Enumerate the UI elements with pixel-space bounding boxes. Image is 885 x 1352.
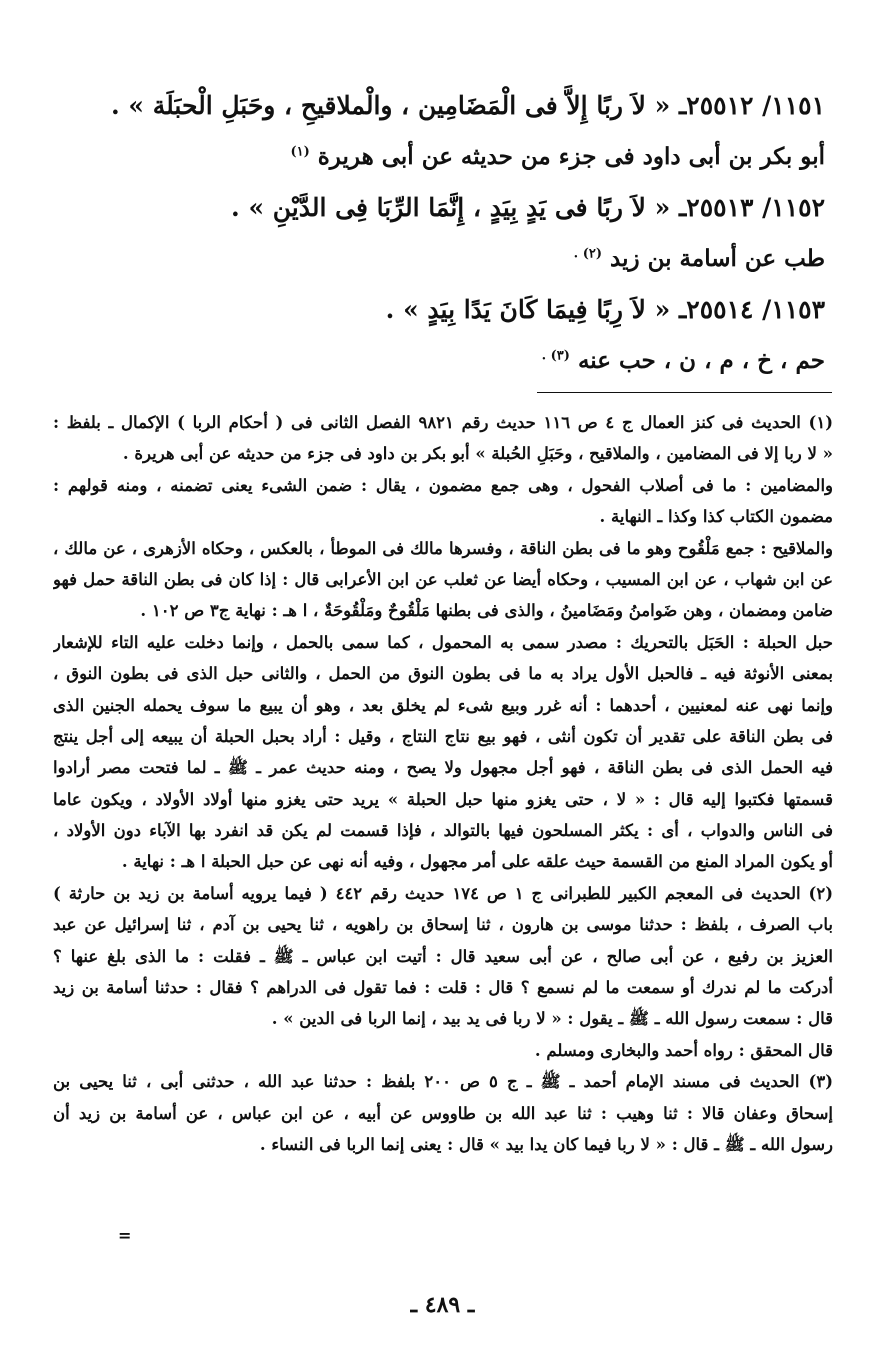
footnote-line: عن ابن شهاب ، عن ابن المسيب ، وحكاه أيضا عن ثعلب عن ابن الأعرابى قال : إذا كان فى بطن الناقة حمل فهو <box>53 569 833 589</box>
footnote-line: قال : سمعت رسول الله ـ ﷺ ـ يقول : « لا ربا فى يد بيد ، إنما الربا فى الدين » . <box>271 1009 833 1029</box>
source-text: طب عن أسامة بن زيد <box>610 245 825 272</box>
footnote-line: العزيز بن رفيع ، عن أبى صالح ، عن أبى سعيد قال : أتيت ابن عباس ـ ﷺ ـ فقلت : ما الذى بلغ عنها ؟ <box>53 946 833 966</box>
footnote-line: قال المحقق : رواه أحمد والبخارى ومسلم . <box>534 1040 833 1060</box>
footnote-ref: (٢) . <box>573 246 603 262</box>
footnote-line: أدركت ما لم ندرك أو سمعت ما لم نسمع ؟ قال : قلت : فما تقول فى الدراهم ؟ فقال : حدثنا أسامة بن زيد <box>53 978 833 998</box>
footnote-line: وإنما نهى عنه لمعنيين ، أحدهما : أنه غرر وبيع شىء لم يخلق بعد ، وهو أن يبيع ما سوف يحمله الجنين الذى <box>53 695 833 715</box>
page-number: ـ ٤٨٩ ـ <box>410 1292 475 1318</box>
main-text <box>55 80 825 386</box>
footnote-line: فى بطن الناقة على تقدير أن تكون أنثى ، فهو بيع نتاج النتاج ، وقيل : أراد بحبل الحبلة أن يبيعه إلى أجل ينتج <box>53 726 833 746</box>
source-text: أبو بكر بن أبى داود فى جزء من حديثه عن أبى هريرة <box>317 143 825 170</box>
footnote-line: أو يكون المراد المنع من القسمة حيث علقه على أمر مجهول ، وفيه أنه نهى عن حبل الحبلة ا هـ : نهاية . <box>121 852 833 872</box>
footnote-separator <box>537 392 832 393</box>
footnote-line: ضامن ومضمان ، وهن ضَوامنُ ومَضَامينُ ، والذى فى بطنها مَلْقُوحٌ ومَلْقُوحَةٌ ، ا هـ : نهاية ج٣ ص ١٠٢ . <box>140 601 833 621</box>
footnote-line: والمضامين : ما فى أصلاب الفحول ، وهى جمع مضمون ، يقال : ضمن الشىء يعنى تضمنه ، ومنه قولهم : <box>53 475 833 495</box>
footnote-ref: (١) <box>290 144 310 160</box>
footnote-line: فيه الحمل الذى فى بطن الناقة ، فهو أجل مجهول ولا يصح ، ومنه حديث عمر ـ ﷺ ـ لما فتحت مصر أرادوا <box>53 758 833 778</box>
footnote-line: فى الناس والدواب ، أى : يكثر المسلحون فيها بالتوالد ، فإذا قسمت لم يكن قد انفرد بها الآباء دون الأولاد ، <box>53 821 833 841</box>
source-1152 <box>55 233 825 284</box>
footnote-ref: (٣) . <box>541 348 570 364</box>
footnote-line: (١) الحديث فى كنز العمال ج ٤ ص ١١٦ حديث رقم ٩٨٢١ الفصل الثانى فى ( أحكام الربا ) الإكمال ـ بلفظ : <box>53 413 833 432</box>
hadith-text: ١١٥١/ ٢٥٥١٢ـ « لاَ ربًا إِلاَّ فى الْمَضَامِين ، والْملاقيحِ ، وحَبَلِ الْحبَلَة » . <box>110 91 825 120</box>
footnote-line: قسمتها فكتبوا إليه قال : « لا ، حتى يغزو منها حبل الحبلة » يريد حتى يغزو منها أولاد الأولاد ، ويكون عاما <box>53 789 833 809</box>
source-1153 <box>55 335 825 386</box>
footnote-line: والملاقيح : جمع مَلْقُوح وهو ما فى بطن الناقة ، وفسرها مالك فى الموطأ ، بالعكس ، وحكاه الأزهرى ، عن مالك ، <box>53 538 833 558</box>
footnote-line: بمعنى الأنوثة فيه ـ فالحبل الأول يراد به ما فى بطون النوق من الحمل ، والثانى حبل الذى فى بطون النوق ، <box>53 664 833 684</box>
hadith-text: ١١٥٢/ ٢٥٥١٣ـ « لاَ ربًا فى يَدٍ بِيَدٍ ، إِنَّمَا الرِّبَا فِى الدَّيْنِ » . <box>231 193 825 222</box>
footnote-line: (٢) الحديث فى المعجم الكبير للطبرانى ج ١ ص ١٧٤ حديث رقم ٤٤٢ ( فيما يرويه أسامة بن زيد بن حارثة ) <box>53 883 833 903</box>
hadith-text: ١١٥٣/ ٢٥٥١٤ـ « لاَ رِبًا فِيمَا كَانَ يَدًا بِيَدٍ » . <box>385 295 825 324</box>
continuation-mark: = <box>118 1226 132 1245</box>
hadith-1153 <box>55 284 825 335</box>
footnote-line: رسول الله ـ ﷺ ـ قال : « لا ربا فيما كان يدا بيد » قال : يعنى إنما الربا فى النساء . <box>259 1134 833 1154</box>
hadith-1152 <box>55 182 825 233</box>
footnote-line: باب الصرف ، بلفظ : حدثنا موسى بن هارون ، ثنا إسحاق بن راهويه ، ثنا يحيى بن آدم ، ثنا إسرائيل عن عبد <box>53 915 833 935</box>
footnotes <box>53 407 833 1160</box>
source-1151 <box>55 131 825 182</box>
footnote-line: « لا ربا إلا فى المضامين ، والملاقيح ، وحَبَلِ الحُبلة » أبو بكر بن داود فى جزء من حديثه عن أبى هريرة . <box>122 444 833 464</box>
source-text: حم ، خ ، م ، ن ، حب عنه <box>577 347 825 374</box>
hadith-1151 <box>55 80 825 131</box>
footnote-line: إسحاق وعفان قالا : ثنا وهيب : ثنا عبد الله بن طاووس عن أبيه ، عن ابن عباس ، عن أسامة بن زيد أن <box>53 1103 833 1123</box>
footnote-line: (٣) الحديث فى مسند الإمام أحمد ـ ﷺ ـ ج ٥ ص ٢٠٠ بلفظ : حدثنا عبد الله ، حدثنى أبى ، ثنا يحيى بن <box>53 1072 833 1092</box>
footnote-line: مضمون الكتاب كذا وكذا ـ النهاية . <box>599 507 833 527</box>
footnote-line: حبل الحبلة : الحَبَل بالتحريك : مصدر سمى به المحمول ، كما سمى بالحمل ، وإنما دخلت عليه التاء للإشعار <box>53 632 833 652</box>
